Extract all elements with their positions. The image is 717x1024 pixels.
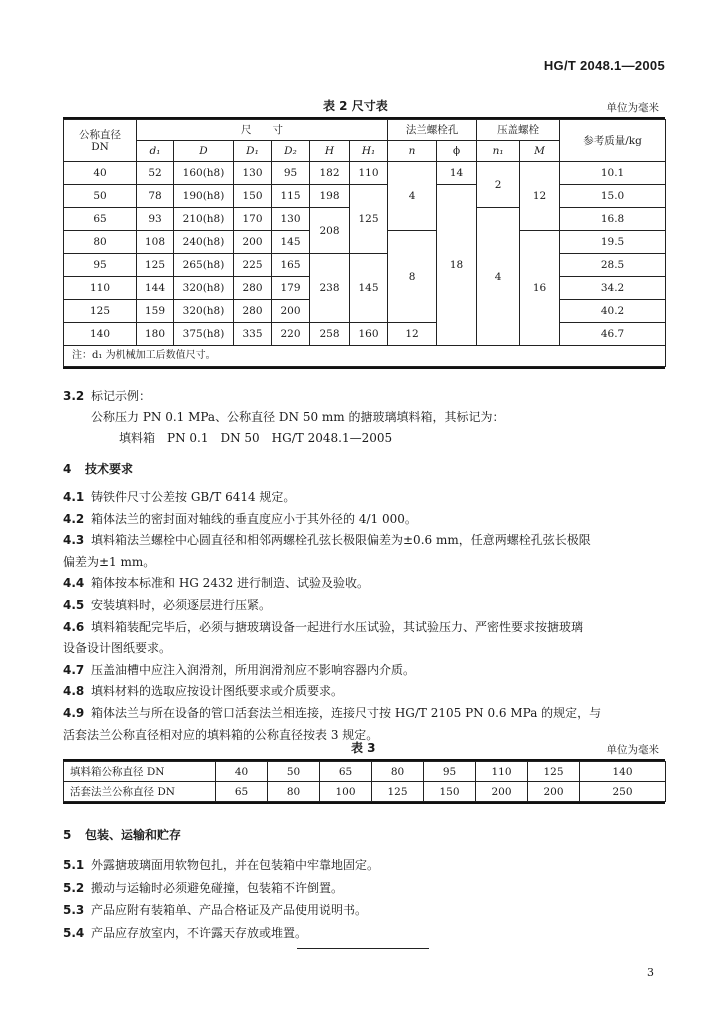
header-D1: D₁: [234, 141, 272, 162]
list-item: 4.1 铸铁件尺寸公差按 GB/T 6414 规定。: [63, 490, 296, 504]
header-D: D: [174, 141, 234, 162]
list-item-continued: 活套法兰公称直径相对应的填料箱的公称直径按表 3 规定。: [63, 727, 379, 742]
cell-D2: 200: [272, 300, 310, 323]
cell: 80: [372, 762, 424, 782]
list-item: 4.2 箱体法兰的密封面对轴线的垂直度应小于其外径的 4/1 000。: [63, 511, 417, 526]
header-nominal-dia: 公称直径 DN: [64, 120, 137, 162]
cell-dn: 80: [64, 231, 137, 254]
cell-H: 182: [310, 162, 350, 185]
cell-dn: 140: [64, 323, 137, 346]
table2-unit: 单位为毫米: [606, 102, 659, 114]
header-ref-mass: 参考质量/kg: [560, 120, 666, 162]
cell-n1: 2: [477, 162, 520, 208]
page-number: 3: [647, 966, 654, 979]
header-size: 尺 寸: [137, 120, 388, 141]
table-row: [64, 323, 666, 346]
cell-dn: 40: [64, 162, 137, 185]
cell: 80: [268, 782, 320, 802]
cell: 125: [528, 762, 580, 782]
marking-example-code: 填料箱 PN 0.1 DN 50 HG/T 2048.1—2005: [119, 431, 393, 445]
cell-D2: 115: [272, 185, 310, 208]
list-item: 4.8 填料材料的选取应按设计图纸要求或介质要求。: [63, 684, 344, 699]
dimension-table: [63, 117, 665, 369]
cell-H1: 160: [350, 323, 388, 346]
cell-D1: 335: [234, 323, 272, 346]
cell: 40: [216, 762, 268, 782]
cell-n: 8: [388, 231, 437, 323]
cell-D1: 280: [234, 300, 272, 323]
cell-mass: 28.5: [560, 254, 666, 277]
cell-n: 4: [388, 162, 437, 231]
header-gland-bolts: 压盖螺栓: [477, 120, 560, 141]
cell: 110: [476, 762, 528, 782]
cell: 100: [320, 782, 372, 802]
cell-D1: 225: [234, 254, 272, 277]
cell-d1: 52: [137, 162, 174, 185]
list-item: 5.2 搬动与运输时必须避免碰撞，包装箱不许倒置。: [63, 880, 344, 895]
cell-D1: 200: [234, 231, 272, 254]
list-item: 4.4 箱体按本标准和 HG 2432 进行制造、试验及验收。: [63, 576, 370, 591]
cell-d1: 159: [137, 300, 174, 323]
header-H1: H₁: [350, 141, 388, 162]
cell: 125: [372, 782, 424, 802]
cell-H: 238: [310, 254, 350, 323]
table-row: [64, 254, 666, 277]
cell-dn: 65: [64, 208, 137, 231]
section-4-heading: 4 技术要求: [63, 462, 134, 476]
list-item: 5.1 外露搪玻璃面用软物包扎，并在包装箱中牢靠地固定。: [63, 858, 380, 872]
cell-H1: 145: [350, 254, 388, 323]
list-item-continued: 设备设计图纸要求。: [63, 641, 172, 656]
table-row: [64, 782, 666, 802]
section-3-2-heading: 3.2 标记示例：: [63, 389, 152, 403]
header-phi: ϕ: [437, 141, 477, 162]
cell-d1: 144: [137, 277, 174, 300]
cell: 140: [580, 762, 666, 782]
cell-dn: 50: [64, 185, 137, 208]
cell-phi: 14: [437, 162, 477, 185]
table-row: [64, 185, 666, 208]
table3-caption: 表 3: [351, 741, 376, 755]
cell-d1: 180: [137, 323, 174, 346]
table-row: [64, 162, 666, 185]
row-label: 活套法兰公称直径 DN: [64, 782, 216, 802]
flange-mapping-table: [63, 759, 665, 804]
header-H: H: [310, 141, 350, 162]
cell-M: 12: [520, 162, 560, 231]
list-item-continued: 偏差为±1 mm。: [63, 554, 156, 569]
header-M: M: [520, 141, 560, 162]
cell-H1: 125: [350, 185, 388, 254]
list-item: 5.3 产品应附有装箱单、产品合格证及产品使用说明书。: [63, 903, 368, 918]
cell-D1: 170: [234, 208, 272, 231]
cell-M: 16: [520, 231, 560, 346]
cell: 50: [268, 762, 320, 782]
table3-unit: 单位为毫米: [606, 744, 659, 756]
row-label: 填料箱公称直径 DN: [64, 762, 216, 782]
cell-D1: 280: [234, 277, 272, 300]
cell: 200: [528, 782, 580, 802]
cell: 95: [424, 762, 476, 782]
cell-D: 265(h8): [174, 254, 234, 277]
cell-dn: 110: [64, 277, 137, 300]
cell-H: 198: [310, 185, 350, 208]
cell-n1: 4: [477, 208, 520, 346]
marking-example-text: 公称压力 PN 0.1 MPa、公称直径 DN 50 mm 的搪玻璃填料箱，其标记为：: [91, 410, 505, 424]
cell-D2: 95: [272, 162, 310, 185]
cell-D2: 179: [272, 277, 310, 300]
table2-caption: 表 2 尺寸表: [323, 99, 388, 113]
header-n: n: [388, 141, 437, 162]
standard-code: HG/T 2048.1—2005: [543, 58, 665, 73]
end-rule: [297, 948, 429, 949]
section-5-heading: 5 包装、运输和贮存: [63, 828, 182, 842]
cell-D1: 130: [234, 162, 272, 185]
cell-H: 208: [310, 208, 350, 254]
table-row: [64, 762, 666, 782]
cell: 250: [580, 782, 666, 802]
cell-D: 160(h8): [174, 162, 234, 185]
cell-mass: 34.2: [560, 277, 666, 300]
header-flange-bolt-holes: 法兰螺栓孔: [388, 120, 477, 141]
header-n1: n₁: [477, 141, 520, 162]
cell-mass: 46.7: [560, 323, 666, 346]
packaging-list: [63, 854, 663, 945]
header-d1: d₁: [137, 141, 174, 162]
cell: 65: [216, 782, 268, 802]
list-item: 4.5 安装填料时，必须逐层进行压紧。: [63, 597, 272, 612]
cell-mass: 19.5: [560, 231, 666, 254]
cell-mass: 15.0: [560, 185, 666, 208]
list-item: 4.9 箱体法兰与所在设备的管口活套法兰相连接，连接尺寸按 HG/T 2105 PN 0.6 MPa 的规定，与: [63, 705, 602, 720]
cell-d1: 93: [137, 208, 174, 231]
cell-d1: 125: [137, 254, 174, 277]
cell-phi: 18: [437, 185, 477, 346]
cell-D: 320(h8): [174, 300, 234, 323]
cell-mass: 40.2: [560, 300, 666, 323]
list-item: 4.6 填料箱装配完毕后，必须与搪玻璃设备一起进行水压试验，其试验压力、严密性要求按搪玻璃: [63, 619, 584, 634]
cell-D1: 150: [234, 185, 272, 208]
cell-D: 210(h8): [174, 208, 234, 231]
cell-d1: 108: [137, 231, 174, 254]
cell-dn: 95: [64, 254, 137, 277]
cell-D: 320(h8): [174, 277, 234, 300]
cell: 65: [320, 762, 372, 782]
list-item: 4.3 填料箱法兰螺栓中心圆直径和相邻两螺栓孔弦长极限偏差为±0.6 mm，任意两螺栓孔弦长极限: [63, 533, 591, 548]
cell-H: 258: [310, 323, 350, 346]
list-item: 5.4 产品应存放室内，不许露天存放或堆置。: [63, 926, 308, 941]
list-item: 4.7 压盖油槽中应注入润滑剂，所用润滑剂应不影响容器内介质。: [63, 662, 416, 677]
header-D2: D₂: [272, 141, 310, 162]
cell-mass: 10.1: [560, 162, 666, 185]
cell-D2: 165: [272, 254, 310, 277]
cell-D2: 130: [272, 208, 310, 231]
table-note: 注：d₁ 为机械加工后数值尺寸。: [64, 346, 666, 367]
cell-H1: 110: [350, 162, 388, 185]
cell-D2: 145: [272, 231, 310, 254]
cell-D: 190(h8): [174, 185, 234, 208]
technical-requirements-list: [63, 487, 663, 746]
cell-D: 240(h8): [174, 231, 234, 254]
cell-D: 375(h8): [174, 323, 234, 346]
cell-mass: 16.8: [560, 208, 666, 231]
cell-n: 12: [388, 323, 437, 346]
cell: 150: [424, 782, 476, 802]
cell-dn: 125: [64, 300, 137, 323]
cell: 200: [476, 782, 528, 802]
cell-d1: 78: [137, 185, 174, 208]
cell-D2: 220: [272, 323, 310, 346]
